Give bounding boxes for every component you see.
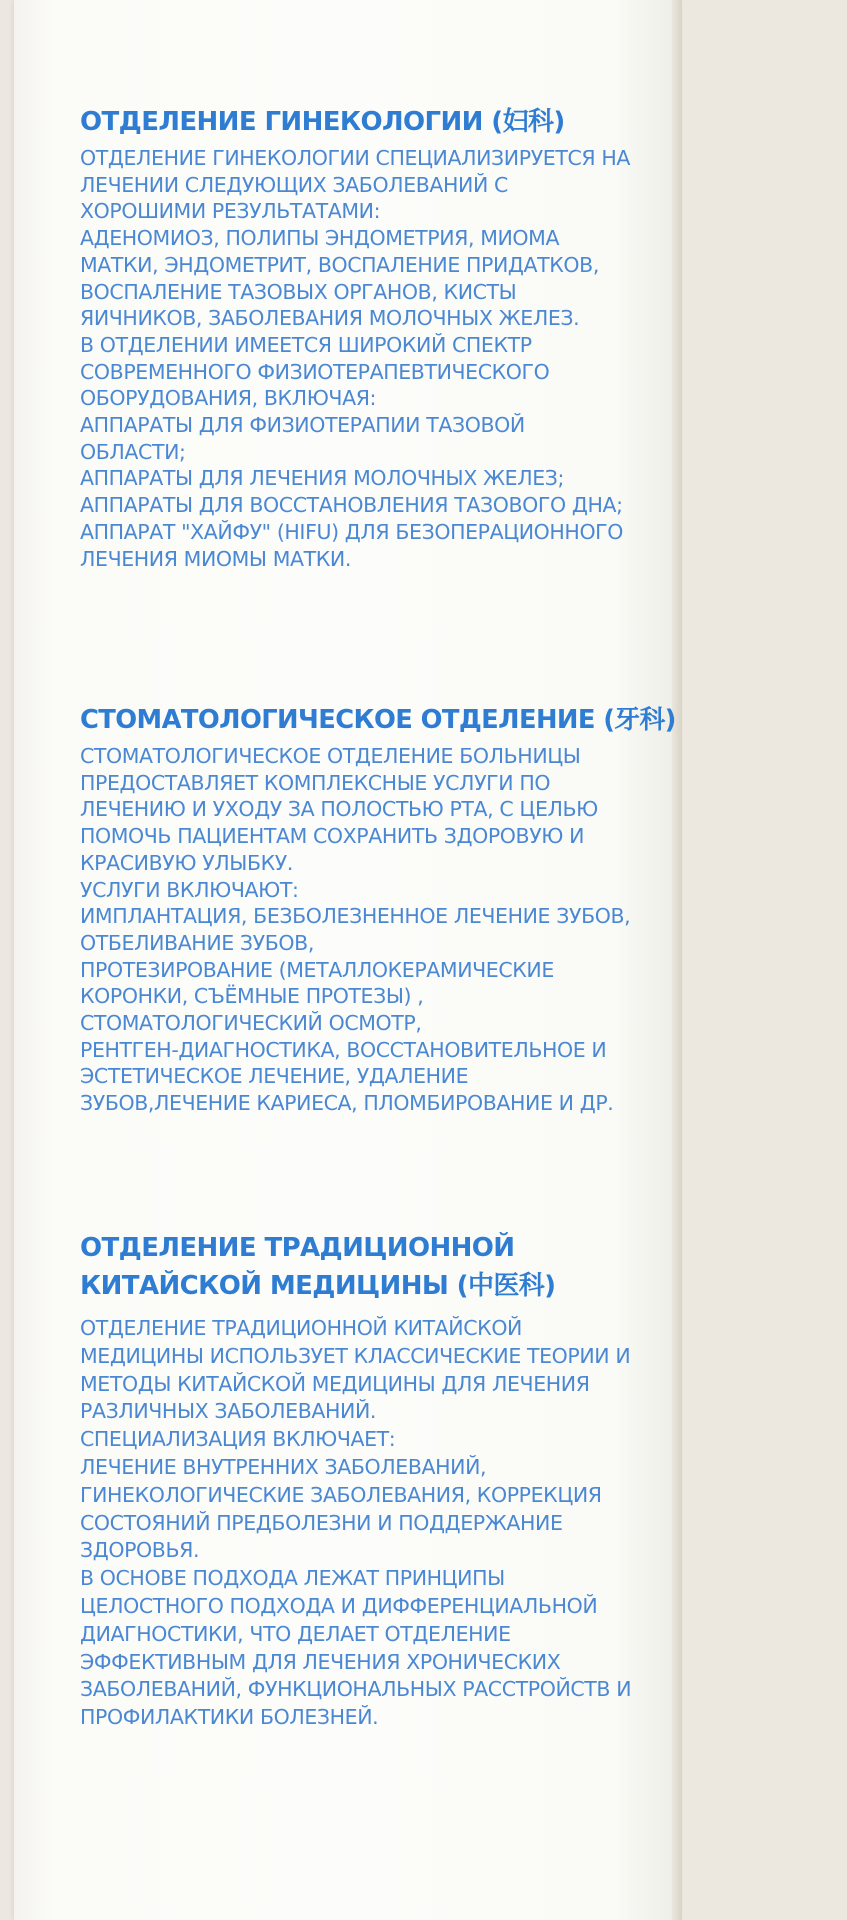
text-line: МАТКИ, ЭНДОМЕТРИТ, ВОСПАЛЕНИЕ ПРИДАТКОВ, [80, 252, 599, 277]
section-gynecology [80, 106, 680, 572]
text-line: СПЕЦИАЛИЗАЦИЯ ВКЛЮЧАЕТ: [80, 1427, 396, 1452]
text-line: АППАРАТ "ХАЙФУ" (HIFU) ДЛЯ БЕЗОПЕРАЦИОННОГО [80, 519, 624, 544]
text-line: ПРОТЕЗИРОВАНИЕ (МЕТАЛЛОКЕРАМИЧЕСКИЕ [80, 957, 554, 982]
text-line: ЛЕЧЕНИИ СЛЕДУЮЩИХ ЗАБОЛЕВАНИЙ С [80, 172, 508, 197]
section-body-tcm [80, 1315, 680, 1732]
section-tcm [80, 1229, 680, 1732]
text-line: СТОМАТОЛОГИЧЕСКИЙ ОСМОТР, [80, 1011, 422, 1036]
text-line: КРАСИВУЮ УЛЫБКУ. [80, 850, 294, 875]
text-line: ЦЕЛОСТНОГО ПОДХОДА И ДИФФЕРЕНЦИАЛЬНОЙ [80, 1593, 598, 1618]
section-body-gynecology [80, 145, 680, 572]
text-line: ЛЕЧЕНИЮ И УХОДУ ЗА ПОЛОСТЬЮ РТА, С ЦЕЛЬЮ [80, 797, 598, 822]
text-line: ОБЛАСТИ; [80, 439, 186, 464]
text-line: СОВРЕМЕННОГО ФИЗИОТЕРАПЕВТИЧЕСКОГО [80, 359, 550, 384]
text-line: В ОТДЕЛЕНИИ ИМЕЕТСЯ ШИРОКИЙ СПЕКТР [80, 332, 532, 357]
section-title-tcm [80, 1229, 680, 1305]
text-line: АППАРАТЫ ДЛЯ ФИЗИОТЕРАПИИ ТАЗОВОЙ [80, 413, 525, 438]
section-title-line: КИТАЙСКОЙ МЕДИЦИНЫ (中医科) [80, 1271, 556, 1301]
text-line: СТОМАТОЛОГИЧЕСКОЕ ОТДЕЛЕНИЕ БОЛЬНИЦЫ [80, 744, 581, 768]
text-line: ЛЕЧЕНИЕ ВНУТРЕННИХ ЗАБОЛЕВАНИЙ, [80, 1454, 487, 1479]
text-line: В ОСНОВЕ ПОДХОДА ЛЕЖАТ ПРИНЦИПЫ [80, 1566, 505, 1591]
text-line: ПРЕДОСТАВЛЯЕТ КОМПЛЕКСНЫЕ УСЛУГИ ПО [80, 770, 551, 795]
section-title-dentistry: СТОМАТОЛОГИЧЕСКОЕ ОТДЕЛЕНИЕ (牙科) [80, 705, 676, 735]
text-line: ПОМОЧЬ ПАЦИЕНТАМ СОХРАНИТЬ ЗДОРОВУЮ И [80, 824, 585, 849]
text-line: МЕТОДЫ КИТАЙСКОЙ МЕДИЦИНЫ ДЛЯ ЛЕЧЕНИЯ [80, 1371, 590, 1396]
text-line: СОСТОЯНИЙ ПРЕДБОЛЕЗНИ И ПОДДЕРЖАНИЕ [80, 1510, 563, 1535]
text-line: ЛЕЧЕНИЯ МИОМЫ МАТКИ. [80, 546, 351, 571]
text-line: ОТБЕЛИВАНИЕ ЗУБОВ, [80, 930, 314, 955]
text-line: РАЗЛИЧНЫХ ЗАБОЛЕВАНИЙ. [80, 1399, 377, 1424]
text-line: ЯИЧНИКОВ, ЗАБОЛЕВАНИЯ МОЛОЧНЫХ ЖЕЛЕЗ. [80, 306, 580, 331]
section-body-dentistry [80, 743, 680, 1117]
section-title-gynecology: ОТДЕЛЕНИЕ ГИНЕКОЛОГИИ (妇科) [80, 107, 565, 137]
text-line: ПРОФИЛАКТИКИ БОЛЕЗНЕЙ. [80, 1705, 379, 1730]
section-title-line: ОТДЕЛЕНИЕ ТРАДИЦИОННОЙ [80, 1233, 515, 1263]
text-line: ОТДЕЛЕНИЕ ГИНЕКОЛОГИИ СПЕЦИАЛИЗИРУЕТСЯ НА [80, 146, 630, 170]
text-line: ЗДОРОВЬЯ. [80, 1538, 200, 1563]
text-line: ИМПЛАНТАЦИЯ, БЕЗБОЛЕЗНЕННОЕ ЛЕЧЕНИЕ ЗУБОВ, [80, 904, 631, 929]
text-line: ЭФФЕКТИВНЫМ ДЛЯ ЛЕЧЕНИЯ ХРОНИЧЕСКИХ [80, 1649, 561, 1674]
text-line: ЗУБОВ,ЛЕЧЕНИЕ КАРИЕСА, ПЛОМБИРОВАНИЕ И ДР. [80, 1091, 614, 1116]
text-line: АППАРАТЫ ДЛЯ ВОССТАНОВЛЕНИЯ ТАЗОВОГО ДНА; [80, 493, 623, 518]
section-dentistry [80, 704, 680, 1117]
text-line: КОРОНКИ, СЪЁМНЫЕ ПРОТЕЗЫ) , [80, 984, 424, 1009]
text-line: ОТДЕЛЕНИЕ ТРАДИЦИОННОЙ КИТАЙСКОЙ [80, 1316, 522, 1340]
text-line: ЗАБОЛЕВАНИЙ, ФУНКЦИОНАЛЬНЫХ РАССТРОЙСТВ И [80, 1677, 632, 1702]
text-line: МЕДИЦИНЫ ИСПОЛЬЗУЕТ КЛАССИЧЕСКИЕ ТЕОРИИ И [80, 1343, 631, 1368]
text-line: ВОСПАЛЕНИЕ ТАЗОВЫХ ОРГАНОВ, КИСТЫ [80, 279, 517, 304]
text-line: УСЛУГИ ВКЛЮЧАЮТ: [80, 877, 299, 902]
text-line: АППАРАТЫ ДЛЯ ЛЕЧЕНИЯ МОЛОЧНЫХ ЖЕЛЕЗ; [80, 466, 565, 491]
text-line: ГИНЕКОЛОГИЧЕСКИЕ ЗАБОЛЕВАНИЯ, КОРРЕКЦИЯ [80, 1482, 602, 1507]
text-line: ХОРОШИМИ РЕЗУЛЬТАТАМИ: [80, 199, 381, 224]
text-line: ЭСТЕТИЧЕСКОЕ ЛЕЧЕНИЕ, УДАЛЕНИЕ [80, 1064, 469, 1089]
text-line: РЕНТГЕН-ДИАГНОСТИКА, ВОССТАНОВИТЕЛЬНОЕ И [80, 1037, 607, 1062]
text-line: ОБОРУДОВАНИЯ, ВКЛЮЧАЯ: [80, 386, 377, 411]
text-line: ДИАГНОСТИКИ, ЧТО ДЕЛАЕТ ОТДЕЛЕНИЕ [80, 1621, 511, 1646]
text-line: АДЕНОМИОЗ, ПОЛИПЫ ЭНДОМЕТРИЯ, МИОМА [80, 226, 560, 251]
